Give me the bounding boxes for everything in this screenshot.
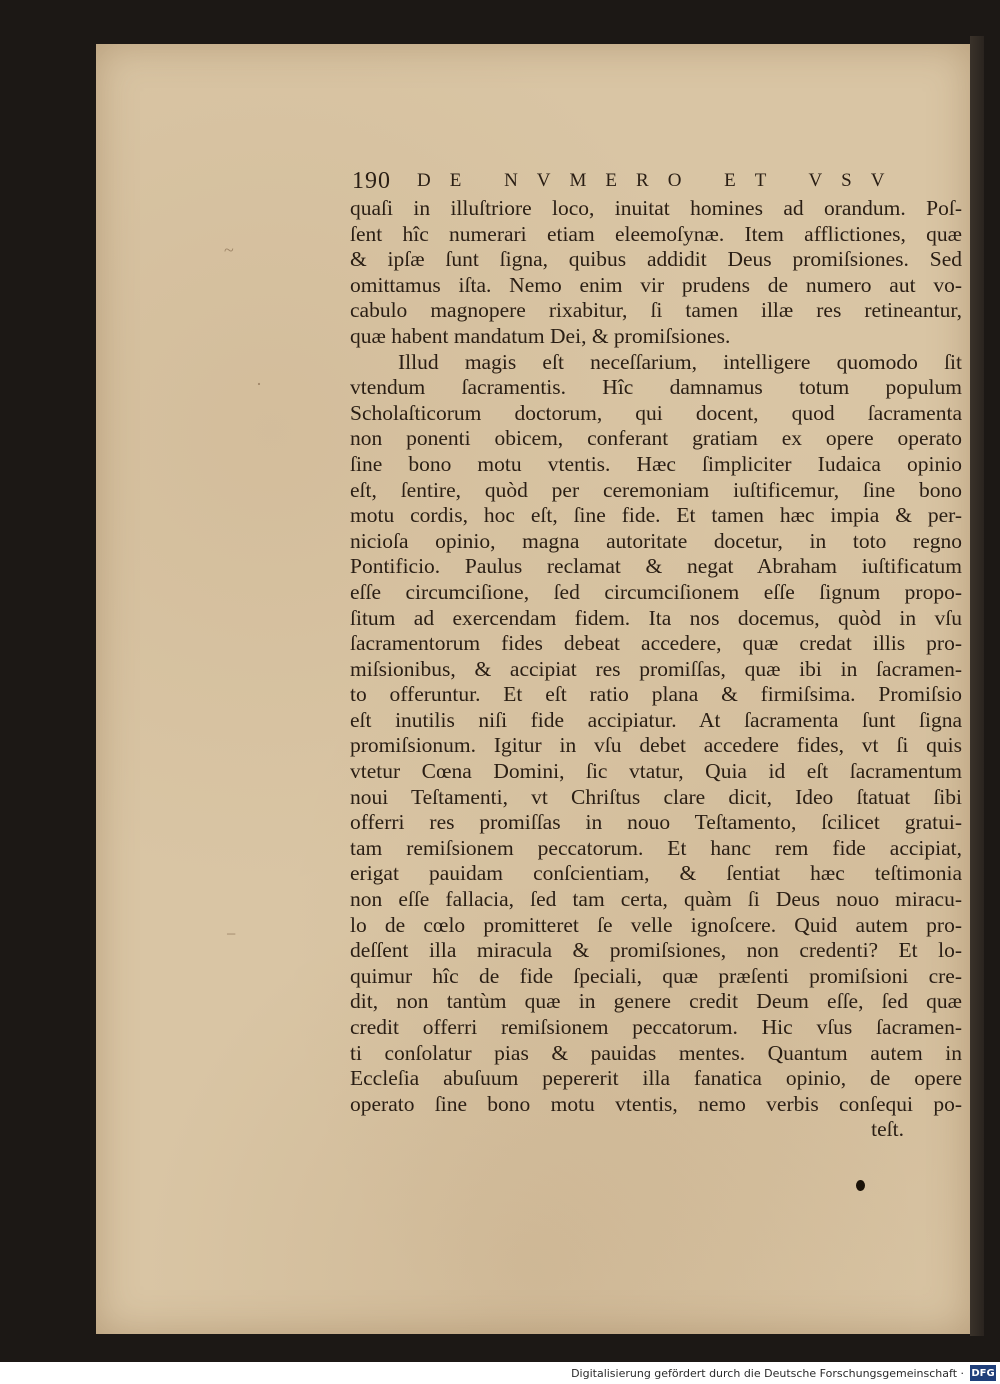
text-line: eſt, ſentire, quòd per ceremoniam iuſtificemur, ſine bono — [350, 477, 962, 502]
text-line: miſsionibus, & accipiat res promiſſas, quæ ibi in ſacramen- — [350, 656, 962, 681]
footer — [0, 1362, 1000, 1384]
text-line: credit offerri remiſsionem peccatorum. Hic vſus ſacramen- — [350, 1015, 962, 1039]
text-line: Scholaſticorum doctorum, qui docent, quod ſacramenta — [350, 400, 962, 425]
text-line: eſt inutilis niſi fide accipiatur. At ſacramenta ſunt ſigna — [350, 707, 962, 732]
text-line: dit, non tantùm quæ in genere credit Deum eſſe, ſed quæ — [350, 989, 962, 1014]
text-line: Eccleſia abuſuum pepererit illa fanatica opinio, de opere — [350, 1066, 962, 1091]
text-line: motu cordis, hoc eſt, ſine fide. Et tamen hæc impia & per- — [350, 503, 962, 528]
text-line: ſine bono motu vtentis. Hæc ſimpliciter Iudaica opinio — [350, 451, 962, 476]
text-line: erigat pauidam conſcientiam, & ſentiat hæc teſtimonia — [350, 861, 962, 886]
text-line: cabulo magnopere rixabitur, ſi tamen illæ res retineantur, — [350, 298, 962, 323]
text-line: ti conſolatur pias & pauidas mentes. Quantum autem in — [350, 1040, 962, 1065]
text-line: non eſſe fallacia, ſed tam certa, quàm ſi Deus nouo miracu- — [350, 887, 962, 912]
text-line: deſſent illa miracula & promiſsiones, non credenti? Et lo- — [350, 938, 962, 963]
page-edge — [970, 36, 984, 1336]
body-text — [350, 196, 962, 1143]
text-line: & ipſæ ſunt ſigna, quibus addidit Deus promiſsiones. Sed — [350, 247, 962, 272]
text-line: non ponenti obicem, conferant gratiam ex opere operato — [350, 426, 962, 451]
text-line: vtendum ſacramentis. Hîc damnamus totum populum — [350, 375, 962, 400]
text-line: ſitum ad exercendam fidem. Ita nos docemus, quòd in vſu — [350, 605, 962, 630]
margin-mark: · — [256, 374, 262, 394]
text-line: quæ habent mandatum Dei, & promiſsiones. — [350, 323, 731, 348]
text-line: nicioſa opinio, magna autoritate docetur, in toto regno — [350, 528, 962, 553]
text-line: quimur hîc de fide ſpeciali, quæ præſenti promiſsioni cre- — [350, 963, 962, 988]
text-line: promiſsionum. Igitur in vſu debet accedere fides, vt ſi quis — [350, 733, 962, 758]
text-line: ſacramentorum fides debeat accedere, quæ credat illis pro- — [350, 631, 962, 656]
text-line: quaſi in illuſtriore loco, inuitat homines ad orandum. Poſ- — [350, 196, 962, 220]
text-line: noui Teſtamenti, vt Chriſtus clare dicit, Ideo ſtatuat ſibi — [350, 784, 962, 809]
text-line: offerri res promiſſas in nouo Teſtamento, ſcilicet gratui- — [350, 810, 962, 835]
text-line: eſſe circumciſione, ſed circumciſionem eſſe ſignum propo- — [350, 579, 962, 604]
text-line: Pontificio. Paulus reclamat & negat Abraham iuſtificatum — [350, 554, 962, 579]
text-line: lo de cœlo promitteret ſe velle ignoſcere. Quid autem pro- — [350, 912, 962, 937]
text-line: teſt. — [871, 1117, 904, 1142]
ink-blot — [856, 1180, 865, 1191]
running-title: DE NVMERO ET VSV — [417, 170, 904, 191]
margin-mark: − — [226, 924, 237, 944]
margin-mark: ~ — [224, 240, 234, 260]
text-line: Illud magis eſt neceſſarium, intelligere quomodo ſit — [398, 349, 962, 374]
page-number: 190 — [352, 167, 391, 194]
text-line: to offeruntur. Et eſt ratio plana & firmiſsima. Promiſsio — [350, 682, 962, 707]
text-line: omittamus iſta. Nemo enim vir prudens de numero aut vo- — [350, 272, 962, 297]
text-line: operato ſine bono motu vtentis, nemo verbis conſequi po- — [350, 1091, 962, 1116]
funding-credit: Digitalisierung gefördert durch die Deutsche Forschungsgemeinschaft · — [571, 1366, 964, 1380]
dfg-logo: DFG — [970, 1365, 996, 1381]
text-line: tam remiſsionem peccatorum. Et hanc rem fide accipiat, — [350, 835, 962, 860]
text-line: vtetur Cœna Domini, ſic vtatur, Quia id eſt ſacramentum — [350, 759, 962, 784]
text-line: ſent hîc numerari etiam eleemoſynæ. Item afflictiones, quæ — [350, 221, 962, 246]
running-head — [352, 164, 912, 198]
